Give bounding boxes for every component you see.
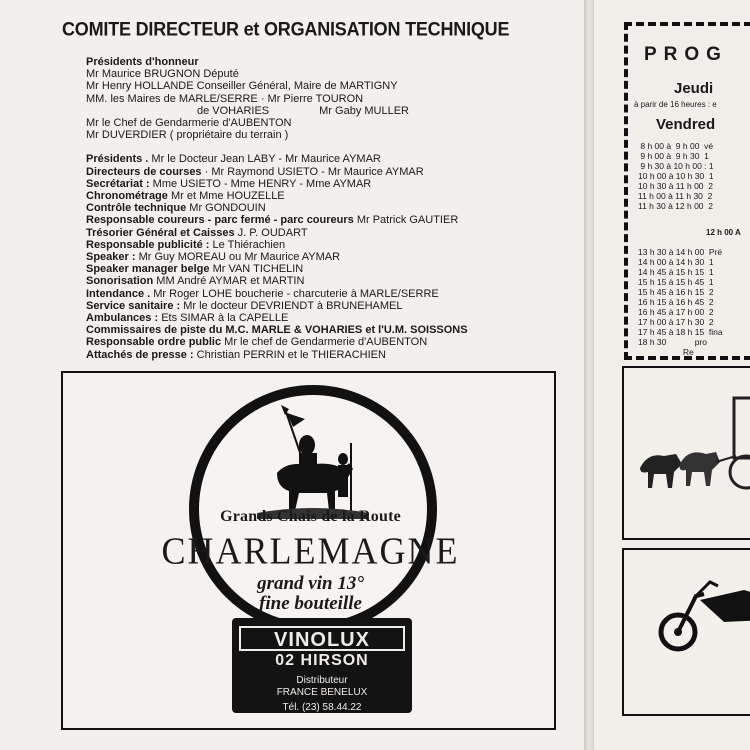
honorary-title: Présidents d'honneur — [86, 56, 199, 68]
vinolux-label: VINOLUX — [239, 626, 405, 651]
honorary-line: de VOHARIES Mr Gaby MULLER — [197, 104, 409, 117]
programme-title: PROG — [644, 44, 728, 65]
role-line: Commissaires de piste du M.C. MARLE & VOHARIES et l'U.M. SOISSONS — [86, 324, 468, 337]
honorary-line: Mr Henry HOLLANDE Conseiller Général, Maire de MARTIGNY — [86, 80, 398, 93]
role-line: Contrôle technique Mr GONDOUIN — [86, 202, 266, 215]
brand-name: CHARLEMAGNE — [161, 530, 460, 572]
role-line: Speaker manager belge Mr VAN TICHELIN — [86, 263, 304, 276]
honorary-line: Mr Maurice BRUGNON Député — [86, 68, 239, 81]
page-fold — [584, 0, 594, 750]
schedule-morning: 8 h 00 à 9 h 00 vé 9 h 00 à 9 h 30 1 9 h 30 à 10 h 00 : 1 10 h 00 à 10 h 30 1 10 h 30 à 11 h 00 2 11 h 00 à 11 h 30 2 11 h 30 à 12 h 00 2 — [638, 141, 714, 211]
distributor-info: Distributeur FRANCE BENELUX Tél. (23) 58.44.22 — [276, 675, 368, 713]
motorbike-advertisement — [622, 548, 750, 716]
role-line: Attachés de presse : Christian PERRIN et le THIERACHIEN — [86, 348, 386, 361]
role-line: Speaker : Mr Guy MOREAU ou Mr Maurice AYMAR — [86, 251, 341, 264]
role-line: Secrétariat : Mme USIETO - Mme HENRY - Mme AYMAR — [86, 177, 372, 190]
programme-day: Jeudi — [674, 80, 714, 97]
honorary-line: Mr le Chef de Gendarmerie d'AUBENTON — [86, 117, 292, 130]
schedule-noon: 12 h 00 A — [706, 228, 741, 237]
role-line: Chronométrage Mr et Mme HOUZELLE — [86, 190, 285, 203]
role-line: Ambulances : Ets SIMAR à la CAPELLE — [86, 312, 289, 325]
honorary-line: MM. les Maires de MARLE/SERRE · Mr Pierre TOURON — [86, 92, 364, 105]
charlemagne-advertisement — [61, 371, 556, 730]
committee-list — [86, 56, 566, 361]
programme-note: à parir de 16 heures : e — [634, 100, 717, 109]
schedule-afternoon: 13 h 30 à 14 h 00 Pré 14 h 00 à 14 h 30 1 14 h 45 à 15 h 15 1 15 h 15 à 15 h 45 1 15 h 45 à 16 h 15 2 16 h 15 à 16 h 45 2 16 h 45 à 17 h 00 2 17 h 00 à 17 h 30 2 17 h 45 à 18 h 15 fina 18 h 30 pro Re — [638, 247, 723, 357]
chais-label: Grands Chais de la Route — [220, 508, 401, 525]
role-line: Intendance . Mr Roger LOHE boucherie - charcuterie à MARLE/SERRE — [86, 287, 439, 300]
distributor-box — [232, 618, 412, 713]
role-line: Responsable coureurs - parc fermé - parc coureurs Mr Patrick GAUTIER — [86, 214, 459, 227]
page-title: COMITE DIRECTEUR et ORGANISATION TECHNIQUE — [62, 18, 510, 40]
role-line: Responsable publicité : Le Thiérachien — [86, 238, 286, 251]
role-line: Responsable ordre public Mr le chef de Gendarmerie d'AUBENTON — [86, 336, 428, 349]
wine-description-2: fine bouteille — [259, 593, 362, 614]
right-page — [594, 0, 750, 750]
carriage-advertisement — [622, 366, 750, 540]
role-line: Présidents . Mr le Docteur Jean LABY - Mr Maurice AYMAR — [86, 153, 381, 166]
honorary-line: Mr DUVERDIER ( propriétaire du terrain ) — [86, 129, 289, 142]
role-line: Directeurs de courses · Mr Raymond USIETO - Mr Maurice AYMAR — [86, 165, 424, 178]
role-line: Trésorier Général et Caisses J. P. OUDART — [86, 226, 308, 239]
role-line: Sonorisation MM André AYMAR et MARTIN — [86, 275, 305, 288]
knight-rider-icon — [247, 403, 379, 523]
horse-carriage-icon — [624, 368, 750, 538]
programme-day: Vendred — [656, 116, 716, 133]
city-label: 02 HIRSON — [275, 652, 369, 669]
wine-description-1: grand vin 13° — [257, 573, 364, 594]
motorbike-icon — [624, 550, 750, 716]
role-line: Service sanitaire : Mr le docteur DEVRIENDT à BRUNEHAMEL — [86, 299, 403, 312]
